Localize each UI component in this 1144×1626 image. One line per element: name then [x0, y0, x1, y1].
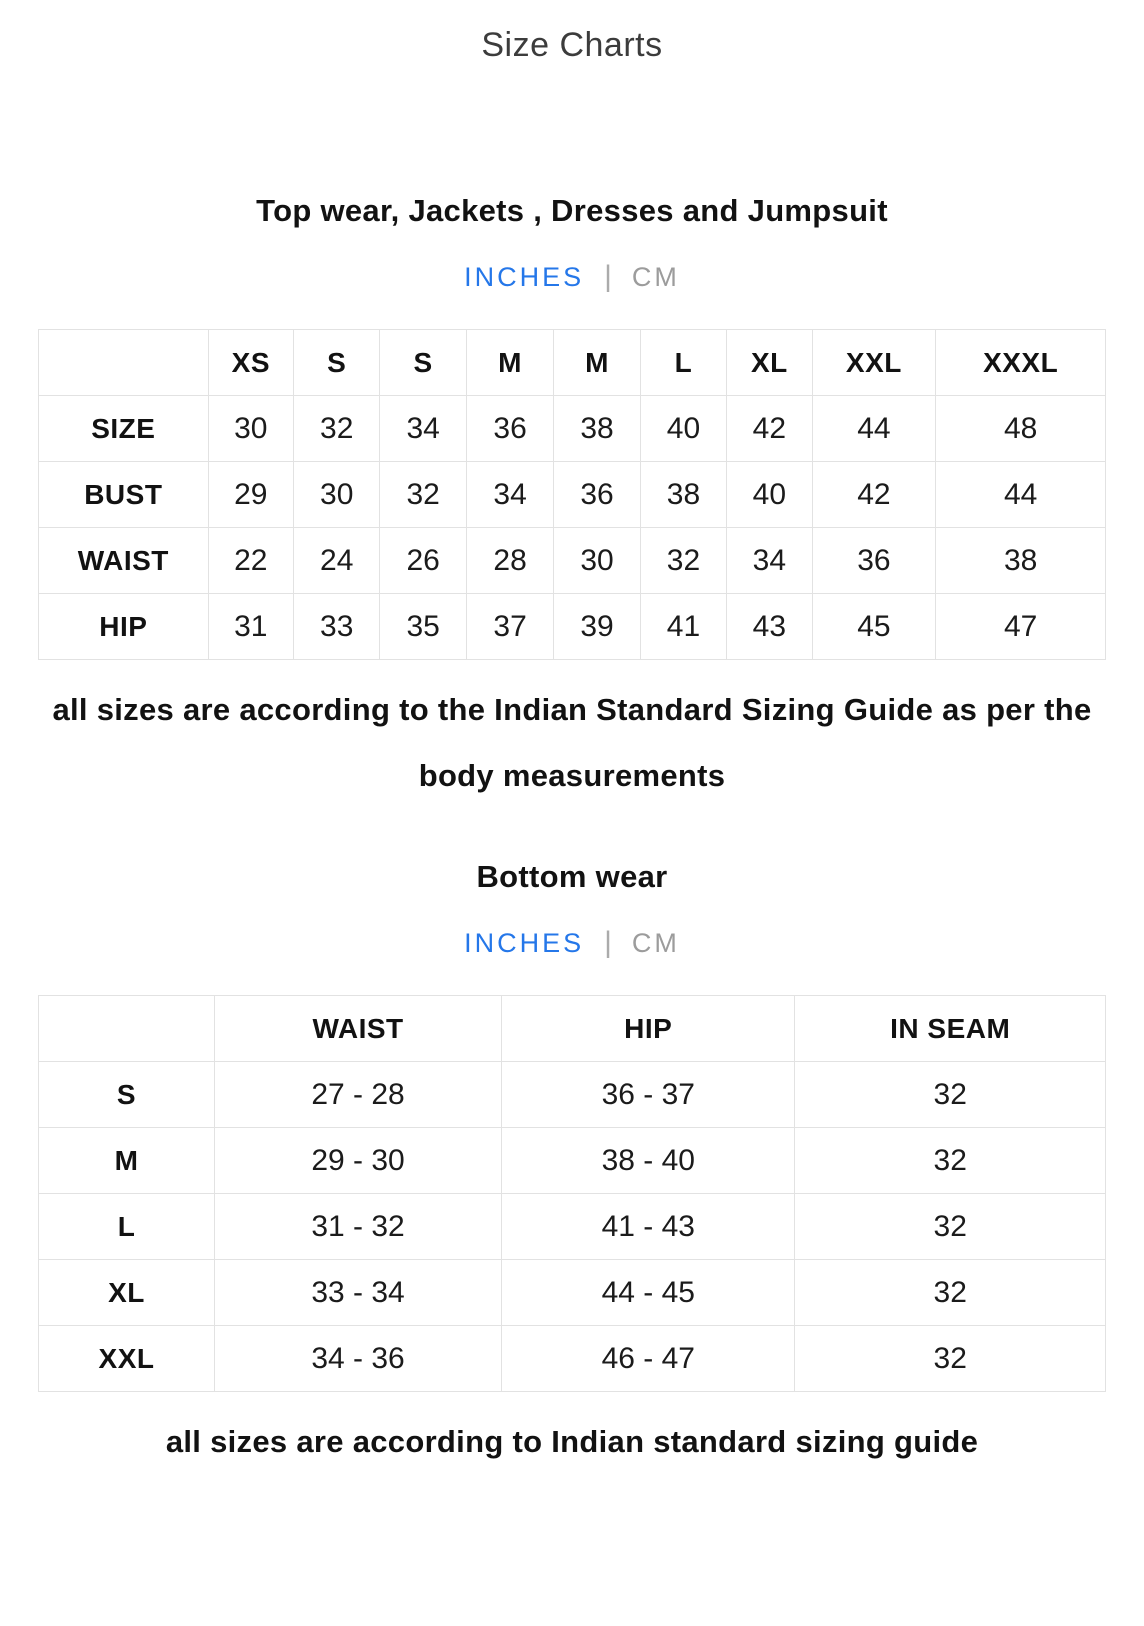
size-value-cell: 38 [554, 396, 640, 462]
column-header-cell: S [294, 330, 380, 396]
column-header-cell: IN SEAM [795, 996, 1106, 1062]
section-bottomwear [0, 859, 1144, 1475]
row-label-cell: SIZE [39, 396, 209, 462]
size-value-cell: 30 [294, 462, 380, 528]
row-label-cell: L [39, 1194, 215, 1260]
table-row [39, 1260, 1106, 1326]
header-row [39, 330, 1106, 396]
column-header-cell: WAIST [215, 996, 502, 1062]
size-value-cell: 42 [812, 462, 936, 528]
table-row [39, 1062, 1106, 1128]
size-value-cell: 32 [795, 1326, 1106, 1392]
size-value-cell: 43 [727, 594, 812, 660]
size-value-cell: 33 [294, 594, 380, 660]
row-label-cell: XL [39, 1260, 215, 1326]
size-value-cell: 28 [466, 528, 553, 594]
units-divider-icon: | [604, 926, 612, 959]
row-label-cell: WAIST [39, 528, 209, 594]
size-value-cell: 31 [208, 594, 293, 660]
row-label-cell: BUST [39, 462, 209, 528]
size-value-cell: 32 [380, 462, 466, 528]
size-value-cell: 27 - 28 [215, 1062, 502, 1128]
topwear-heading: Top wear, Jackets , Dresses and Jumpsuit [256, 193, 888, 228]
column-header-cell: HIP [502, 996, 795, 1062]
corner-cell [39, 996, 215, 1062]
row-label-cell: XXL [39, 1326, 215, 1392]
size-value-cell: 26 [380, 528, 466, 594]
size-value-cell: 42 [727, 396, 812, 462]
size-value-cell: 30 [208, 396, 293, 462]
size-value-cell: 48 [936, 396, 1106, 462]
column-header-cell: XXL [812, 330, 936, 396]
size-value-cell: 44 [812, 396, 936, 462]
section-topwear [0, 193, 1144, 809]
table-row [39, 528, 1106, 594]
column-header-cell: M [554, 330, 640, 396]
size-value-cell: 35 [380, 594, 466, 660]
table-row [39, 462, 1106, 528]
size-value-cell: 31 - 32 [215, 1194, 502, 1260]
page-title: Size Charts [481, 26, 663, 64]
column-header-cell: L [640, 330, 726, 396]
size-value-cell: 45 [812, 594, 936, 660]
size-value-cell: 47 [936, 594, 1106, 660]
size-value-cell: 32 [795, 1260, 1106, 1326]
size-value-cell: 34 [727, 528, 812, 594]
size-value-cell: 29 - 30 [215, 1128, 502, 1194]
size-value-cell: 32 [795, 1194, 1106, 1260]
size-value-cell: 38 [936, 528, 1106, 594]
table-row [39, 1194, 1106, 1260]
cm-toggle-button[interactable]: CM [631, 927, 680, 958]
table-row [39, 396, 1106, 462]
units-divider-icon: | [604, 260, 612, 293]
size-value-cell: 41 [640, 594, 726, 660]
size-value-cell: 30 [554, 528, 640, 594]
size-value-cell: 32 [795, 1062, 1106, 1128]
size-value-cell: 32 [640, 528, 726, 594]
size-value-cell: 37 [466, 594, 553, 660]
bottomwear-size-table [38, 995, 1106, 1392]
size-value-cell: 46 - 47 [502, 1326, 795, 1392]
row-label-cell: M [39, 1128, 215, 1194]
size-charts-page [0, 26, 1144, 1521]
inches-toggle-button[interactable]: INCHES [464, 927, 585, 958]
corner-cell [39, 330, 209, 396]
column-header-cell: M [466, 330, 553, 396]
bottomwear-unit-toggle [0, 925, 1144, 961]
size-value-cell: 32 [795, 1128, 1106, 1194]
column-header-cell: XL [727, 330, 812, 396]
bottomwear-sizing-note: all sizes are according to Indian standard sizing guide [165, 1424, 979, 1459]
size-value-cell: 34 [380, 396, 466, 462]
table-row [39, 1326, 1106, 1392]
size-value-cell: 24 [294, 528, 380, 594]
size-value-cell: 34 [466, 462, 553, 528]
size-value-cell: 44 [936, 462, 1106, 528]
row-label-cell: S [39, 1062, 215, 1128]
column-header-cell: S [380, 330, 466, 396]
size-value-cell: 40 [727, 462, 812, 528]
size-value-cell: 36 - 37 [502, 1062, 795, 1128]
size-value-cell: 44 - 45 [502, 1260, 795, 1326]
topwear-size-table [38, 329, 1106, 660]
row-label-cell: HIP [39, 594, 209, 660]
size-value-cell: 41 - 43 [502, 1194, 795, 1260]
size-value-cell: 29 [208, 462, 293, 528]
size-value-cell: 36 [812, 528, 936, 594]
inches-toggle-button[interactable]: INCHES [464, 261, 585, 292]
size-value-cell: 32 [294, 396, 380, 462]
table-row [39, 1128, 1106, 1194]
topwear-unit-toggle [0, 259, 1144, 295]
size-value-cell: 22 [208, 528, 293, 594]
size-value-cell: 39 [554, 594, 640, 660]
header-row [39, 996, 1106, 1062]
table-row [39, 594, 1106, 660]
column-header-cell: XS [208, 330, 293, 396]
bottomwear-heading: Bottom wear [476, 859, 668, 894]
size-value-cell: 36 [466, 396, 553, 462]
size-value-cell: 38 [640, 462, 726, 528]
cm-toggle-button[interactable]: CM [631, 261, 680, 292]
size-value-cell: 40 [640, 396, 726, 462]
size-value-cell: 34 - 36 [215, 1326, 502, 1392]
column-header-cell: XXXL [936, 330, 1106, 396]
size-value-cell: 33 - 34 [215, 1260, 502, 1326]
size-value-cell: 38 - 40 [502, 1128, 795, 1194]
size-value-cell: 36 [554, 462, 640, 528]
topwear-sizing-note: all sizes are according to the Indian Standard Sizing Guide as per the body measurements [52, 692, 1092, 793]
